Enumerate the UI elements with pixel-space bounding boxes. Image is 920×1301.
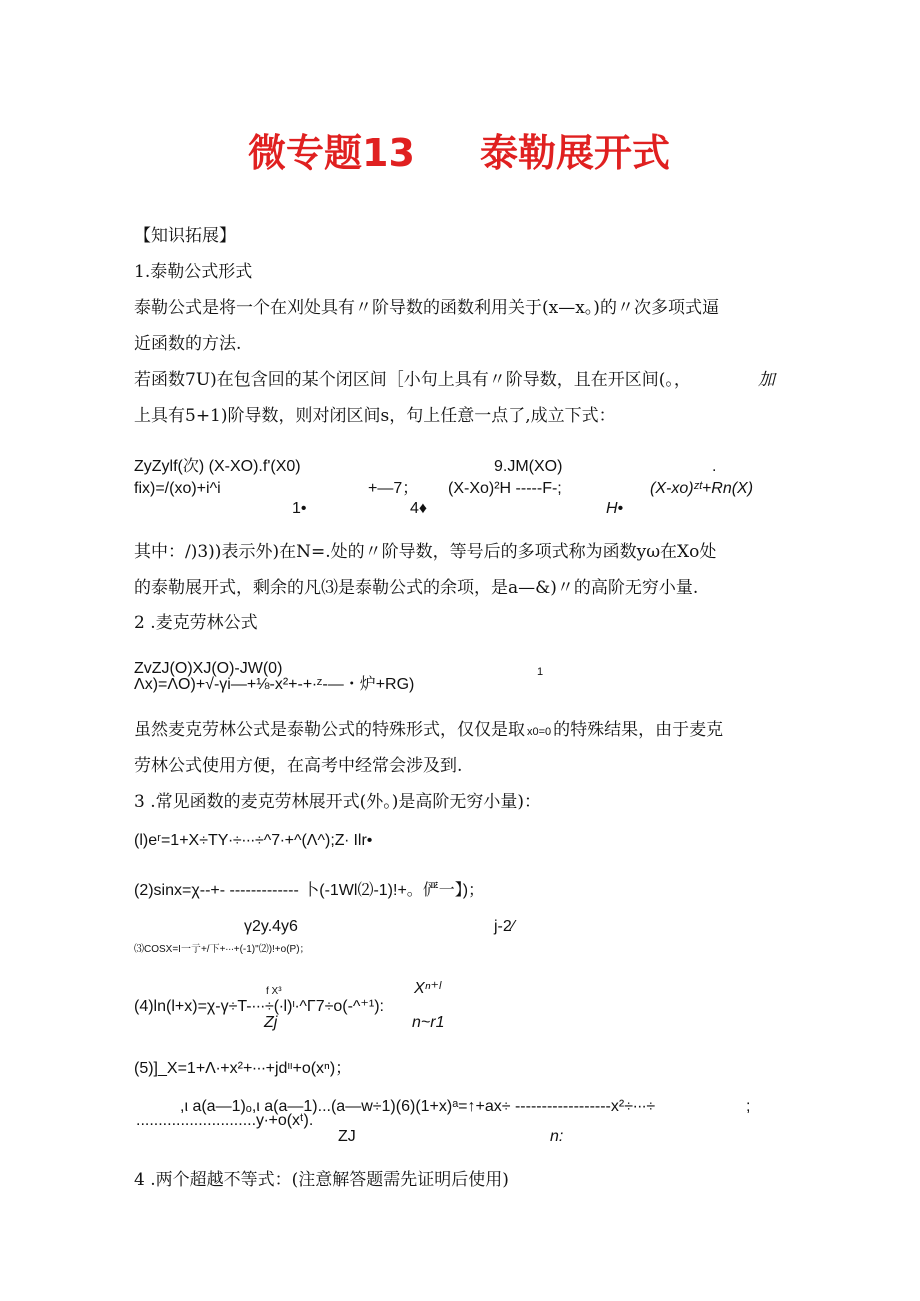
taylor-formula-remainder: (X-xo)ᶻᵗ+Rn(X) — [650, 480, 754, 497]
sec1-paragraph-line-end: 加 — [758, 370, 775, 390]
sec2-text: 虽然麦克劳林公式是泰勒公式的特殊形式，仅仅是取 — [134, 720, 525, 740]
page-title: 泰勒展开式 — [480, 131, 671, 175]
sec2-heading: 2 .麦克劳林公式 — [134, 613, 258, 633]
sec3-heading: 3 .常见函数的麦克劳林展开式(外。)是高阶无穷小量)： — [134, 792, 542, 812]
series-geometric: (5)]_X=1+Λ∙+x²+∙∙∙+jdᶦᶦ+o(xⁿ)； — [134, 1060, 352, 1077]
series-binomial-remainder: ...........................y∙+o(xᵗ). — [136, 1112, 314, 1129]
maclaurin-formula-top-right: 1 — [537, 666, 544, 678]
series-cos: ⑶COSX=I一亍+/下+∙∙∙+(-1)"⑵)!+o(P)； — [134, 944, 310, 955]
series-ln-denominator: n~r1 — [412, 1014, 445, 1031]
sec2-text-small: x0=0 — [527, 726, 552, 738]
taylor-formula-denominator: 1• — [292, 500, 307, 517]
taylor-formula-term: (X-Xo)²H -----F-; — [448, 480, 562, 497]
sec1-paragraph-line: 的泰勒展开式，剩余的凡⑶是泰勒公式的余项，是a—&)〃的高阶无穷小量. — [134, 578, 699, 598]
sec1-paragraph-line: 近函数的方法. — [134, 334, 242, 354]
section-header: 【知识拓展】 — [134, 226, 236, 246]
sec2-text: 的特殊结果，由于麦克 — [553, 720, 724, 740]
sec4-heading: 4 .两个超越不等式：(注意解答题需先证明后使用) — [134, 1170, 509, 1190]
taylor-formula-term: +—7； — [368, 480, 419, 497]
sec1-paragraph-line: 上具有5+1)阶导数，则对闭区间s，句上任意一点了,成立下式： — [134, 406, 616, 426]
maclaurin-formula-main: Λx)=ΛO)+√-γi—+⅛-x²+-+∙ᶻ-—・炉+RG) — [134, 676, 415, 693]
taylor-formula-denominator: 4♦ — [410, 500, 428, 517]
series-binomial-end: ; — [746, 1098, 751, 1115]
taylor-formula-main: fix)=/(xo)+i^i — [134, 480, 221, 497]
taylor-formula-denominator: H• — [606, 500, 624, 517]
series-ln: (4)ln(l+x)=χ-γ÷T-∙∙∙÷(∙l)ᶦ∙^Γ7÷o(-^⁺¹): — [134, 998, 384, 1015]
series-binomial-denominator: n: — [550, 1128, 564, 1145]
series-exp: (l)eʳ=1+X÷TY∙÷∙∙∙÷^7∙+^(Λ^);Z∙ Ilr• — [134, 832, 373, 849]
series-ln-superscript: f X³ — [266, 986, 282, 997]
sec1-heading: 1.泰勒公式形式 — [134, 262, 253, 282]
taylor-formula-top-left: ZyZylf(次) (X-XO).f'(X0) — [134, 458, 301, 475]
sec2-paragraph-line: 劳林公式使用方便，在高考中经常会涉及到. — [134, 756, 463, 776]
sec1-paragraph-line: 泰勒公式是将一个在刈处具有〃阶导数的函数利用关于(x—x。)的〃次多项式逼 — [134, 298, 719, 318]
series-binomial: ,ι a(a—1)ₒ,ι a(a—1)...(a—w÷1)(6)(1+x)ᵃ=↑+ax÷ ------------------x²÷∙∙∙÷ — [180, 1098, 656, 1115]
series-ln-superscript: Xⁿ⁺ˡ — [414, 980, 441, 997]
sec1-paragraph-line: 其中：/)3))表示外)在N=.处的〃阶导数，等号后的多项式称为函数yω在Xo处 — [134, 542, 717, 562]
maclaurin-formula-top: ZvZJ(O)XJ(O)-JW(0) — [134, 660, 283, 677]
series-cos-numerator: γ2y.4y6 — [244, 918, 298, 935]
series-ln-denominator: Zj — [264, 1014, 278, 1031]
page-title-number: 微专题13 — [248, 131, 415, 175]
taylor-formula-top-right: . — [712, 458, 717, 475]
series-cos-numerator: j-2∕ — [494, 918, 515, 935]
sec2-paragraph-line — [134, 720, 723, 740]
taylor-formula-top-mid: 9.JM(XO) — [494, 458, 563, 475]
series-binomial-denominator: ZJ — [338, 1128, 356, 1145]
series-sin: (2)sinx=χ--+- ------------- 卜(-1Wl⑵-1)!+。俨一】)； — [134, 882, 485, 899]
sec1-paragraph-line: 若函数7U)在包含回的某个闭区间［小句上具有〃阶导数，且在开区间(。， — [134, 370, 691, 390]
